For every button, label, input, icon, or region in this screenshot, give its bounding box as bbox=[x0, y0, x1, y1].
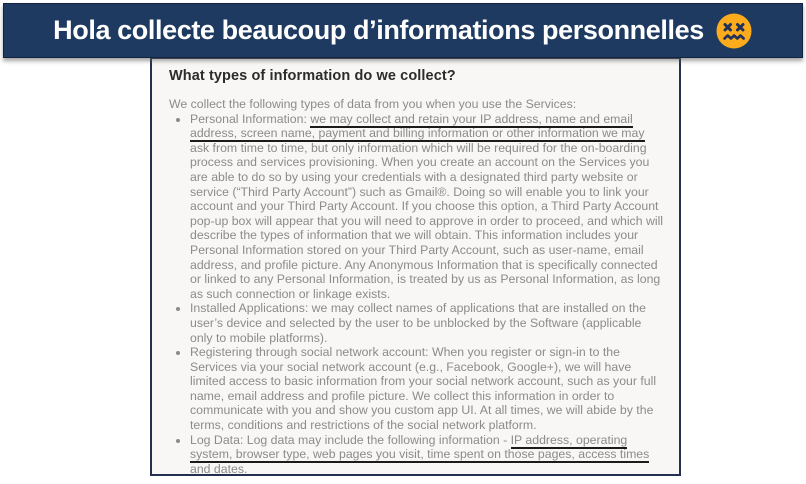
text-segment: Personal Information: bbox=[190, 111, 311, 126]
text-segment: Log Data: Log data may include the following information - bbox=[190, 432, 511, 447]
list-item-social-network-registration bbox=[190, 345, 666, 433]
list-item-installed-applications bbox=[190, 301, 666, 345]
underlined-text-segment: IP address, operating system, browser type, web pages you visit, time spent on those pages, access times bbox=[190, 432, 650, 462]
privacy-policy-panel bbox=[150, 57, 681, 476]
text-segment: and dates. bbox=[190, 461, 248, 476]
text-segment: Installed Applications: we may collect names of applications that are installed on the user’s device and selected by the user to be unblocked by the Software (applicable only to mobile platforms). bbox=[190, 301, 646, 345]
list-item-personal-information bbox=[190, 112, 666, 302]
info-types-list bbox=[169, 112, 666, 476]
list-item-log-data bbox=[190, 433, 666, 476]
confounded-face-emoji bbox=[715, 12, 753, 50]
headline-text: Hola collecte beaucoup d’informations personnelles bbox=[53, 15, 704, 45]
text-segment: ask from time to time, but only information which will be required for the on-boarding process and services provisioning. When you create an account on the Services you are able to do so by using your credentials with a designated third party website or service (“Third Party Account”) such as Gmail®. Doing so will enable you to link your account and your Third Party Account. If you choose this option, a Third Party Account pop-up box will appear that you will need to approve in order to proceed, and which will describe the types of information that we will obtain. This information includes your Personal Information stored on your Third Party Account, such as user-name, email address, and profile picture. Any Anonymous Information that is specifically connected or linked to any Personal Information, is treated by us as Personal Information, as long as such connection or linkage exists. bbox=[190, 140, 664, 301]
intro-paragraph: We collect the following types of data from you when you use the Services: bbox=[169, 97, 577, 111]
underlined-text-segment: we may collect and retain your IP address, name and email address, screen name, payment and billing information or other information we may bbox=[190, 111, 645, 141]
section-heading: What types of information do we collect? bbox=[169, 68, 456, 84]
headline-banner bbox=[3, 3, 803, 58]
text-segment: Registering through social network account: When you register or sign-in to the Services via your social network account (e.g., Facebook, Google+), we will have limited access to basic information from your social network account, such as your full name, email address and profile picture. We collect this information in order to communicate with you and show you custom app UI. At all times, we will abide by the terms, conditions and restrictions of the social network platform. bbox=[190, 345, 657, 433]
